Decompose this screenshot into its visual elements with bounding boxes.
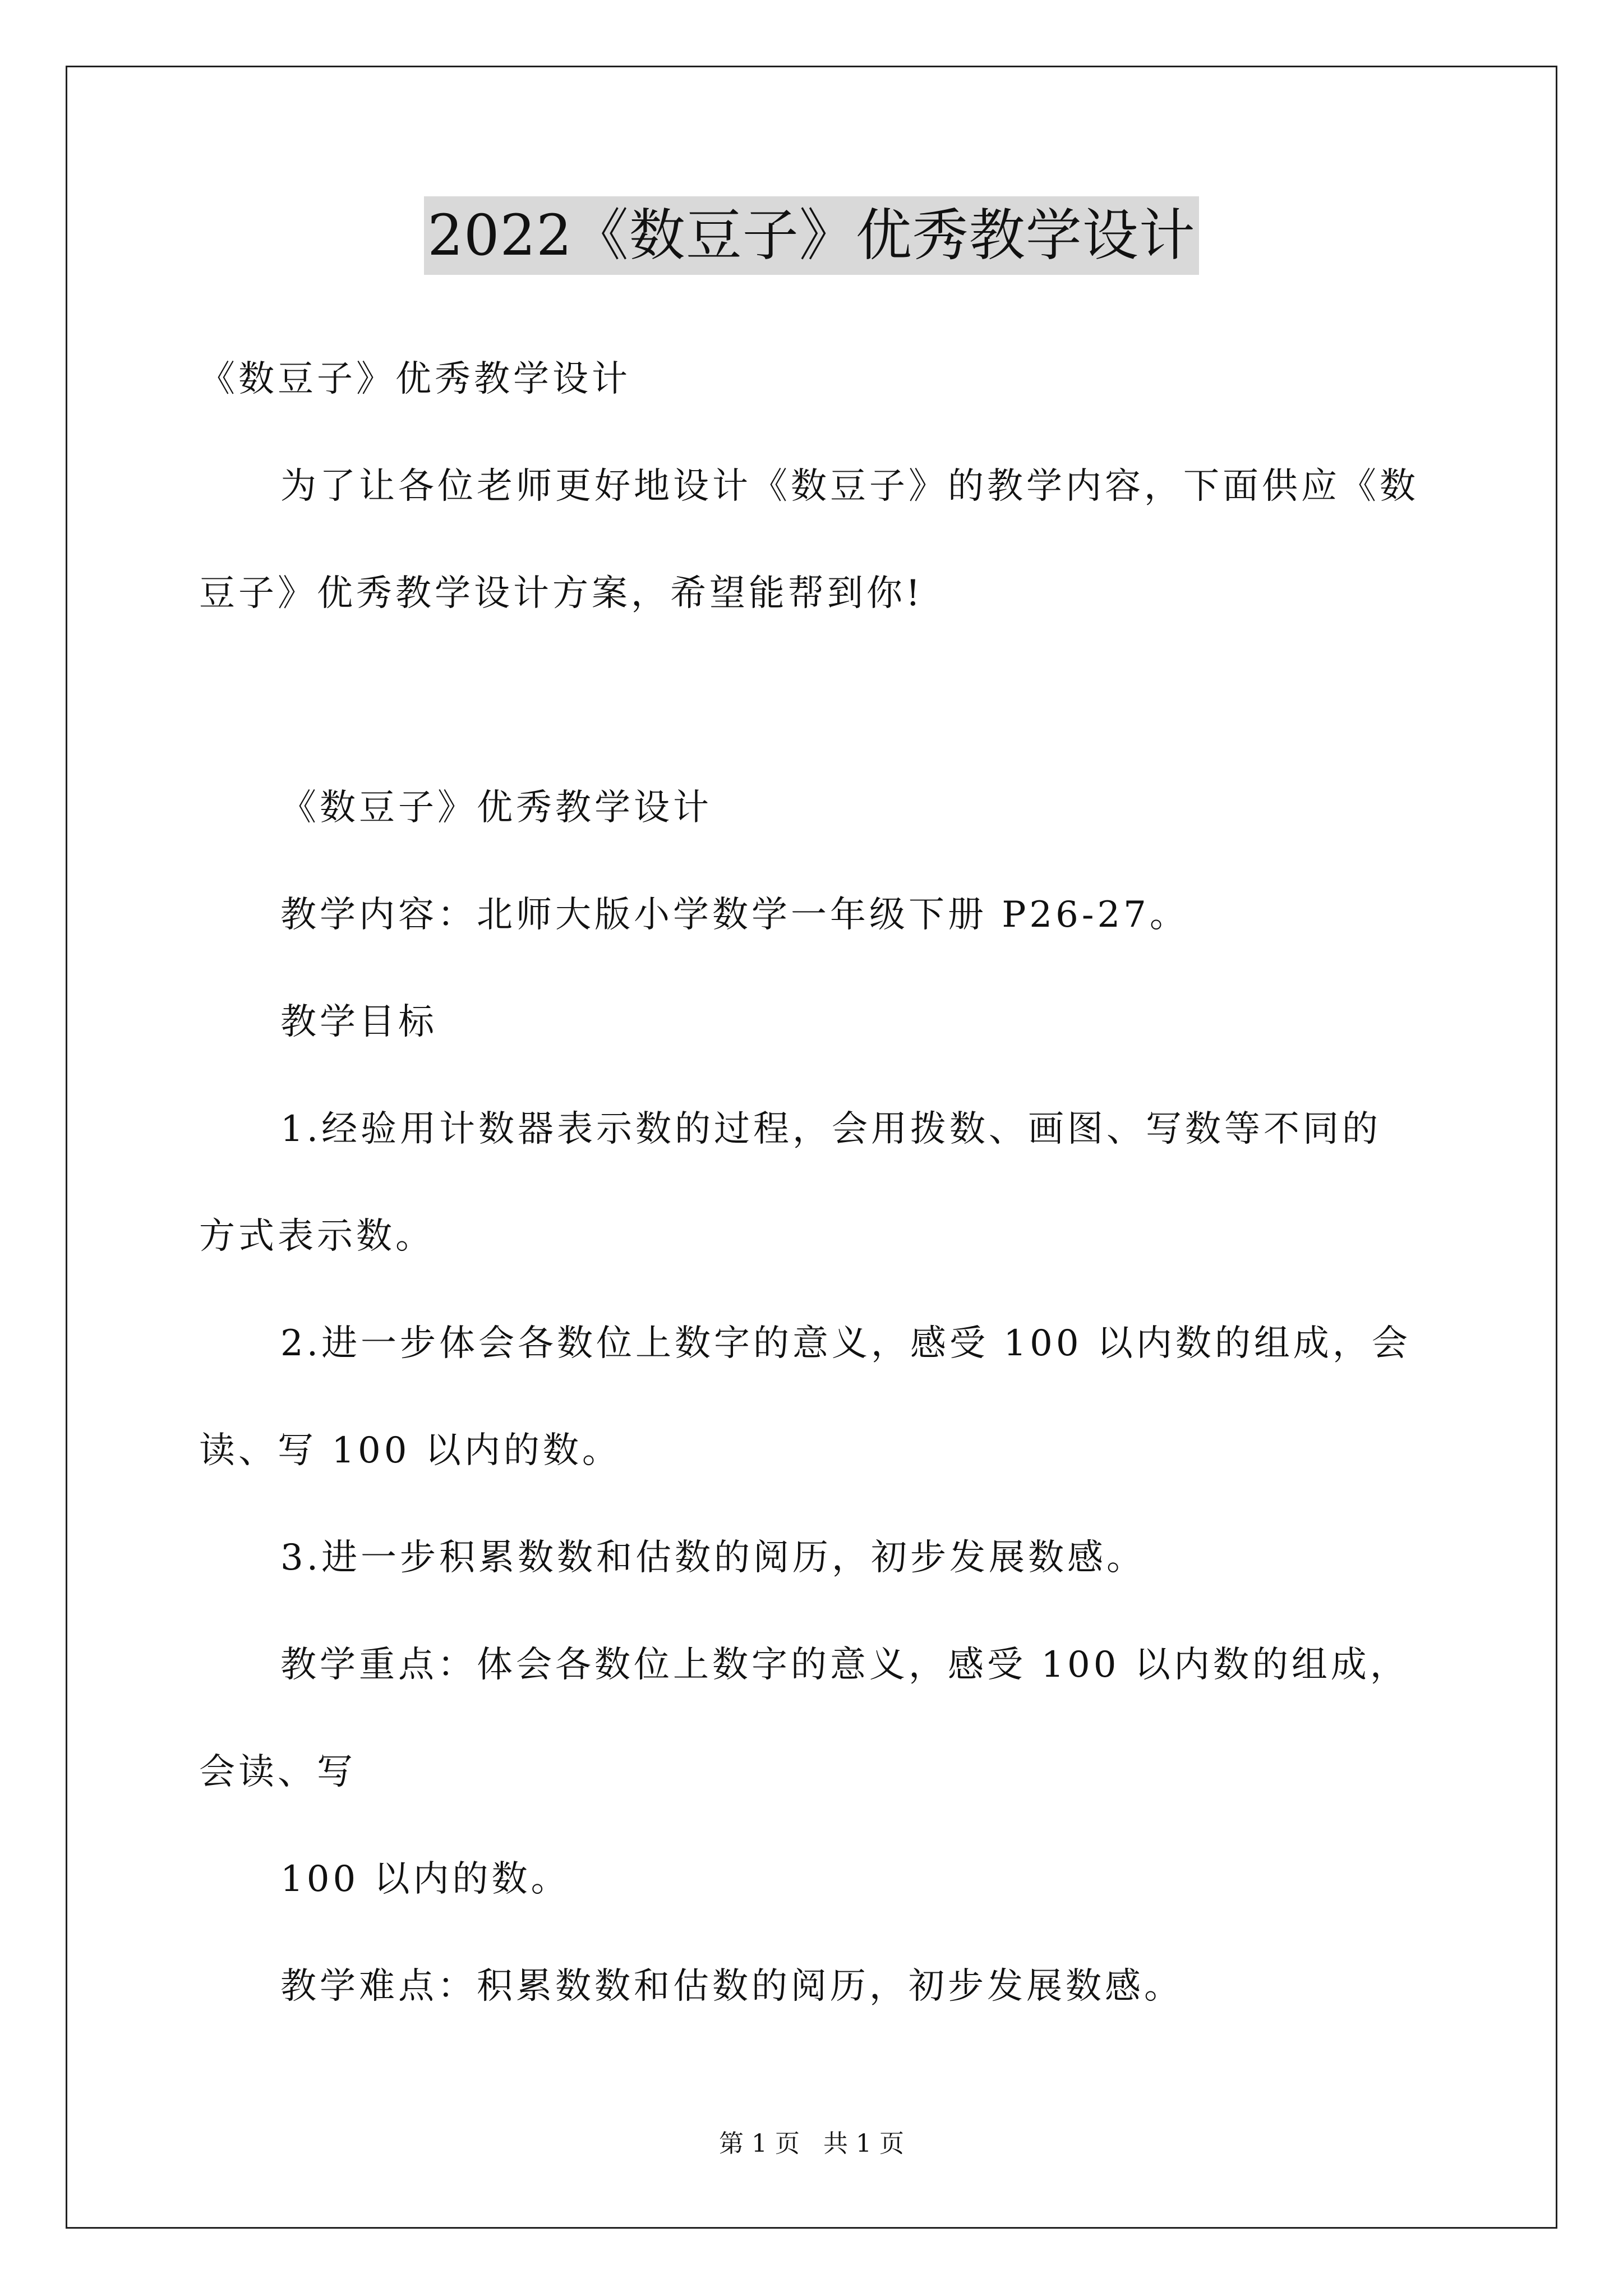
subtitle-line: 《数豆子》优秀教学设计: [199, 358, 631, 400]
document-title: 2022《数豆子》优秀教学设计: [424, 196, 1199, 275]
objective-2-line-1: 2.进一步体会各数位上数字的意义，感受 100 以内数的组成，会: [280, 1323, 1411, 1364]
objective-3: 3.进一步积累数数和估数的阅历，初步发展数感。: [280, 1537, 1146, 1579]
difficulty-point: 教学难点：积累数数和估数的阅历，初步发展数感。: [280, 1966, 1183, 2007]
teaching-content: 教学内容：北师大版小学数学一年级下册 P26-27。: [280, 894, 1189, 936]
objective-1-line-2: 方式表示数。: [199, 1216, 435, 1257]
objective-2-line-2: 读、写 100 以内的数。: [199, 1430, 621, 1471]
section-heading: 《数豆子》优秀教学设计: [280, 787, 712, 829]
key-point-line-2: 会读、写: [199, 1751, 356, 1793]
key-point-line-3: 100 以内的数。: [280, 1858, 570, 1900]
intro-paragraph-line-2: 豆子》优秀教学设计方案，希望能帮到你!: [199, 573, 924, 614]
title-container: [0, 196, 1623, 275]
objectives-heading: 教学目标: [280, 1001, 437, 1043]
intro-paragraph-line-1: 为了让各位老师更好地设计《数豆子》的教学内容，下面供应《数: [280, 466, 1419, 507]
objective-1-line-1: 1.经验用计数器表示数的过程，会用拨数、画图、写数等不同的: [280, 1108, 1382, 1150]
key-point-line-1: 教学重点：体会各数位上数字的意义，感受 100 以内数的组成，: [280, 1644, 1409, 1686]
page-number-footer: 第 1 页 共 1 页: [719, 2129, 904, 2158]
